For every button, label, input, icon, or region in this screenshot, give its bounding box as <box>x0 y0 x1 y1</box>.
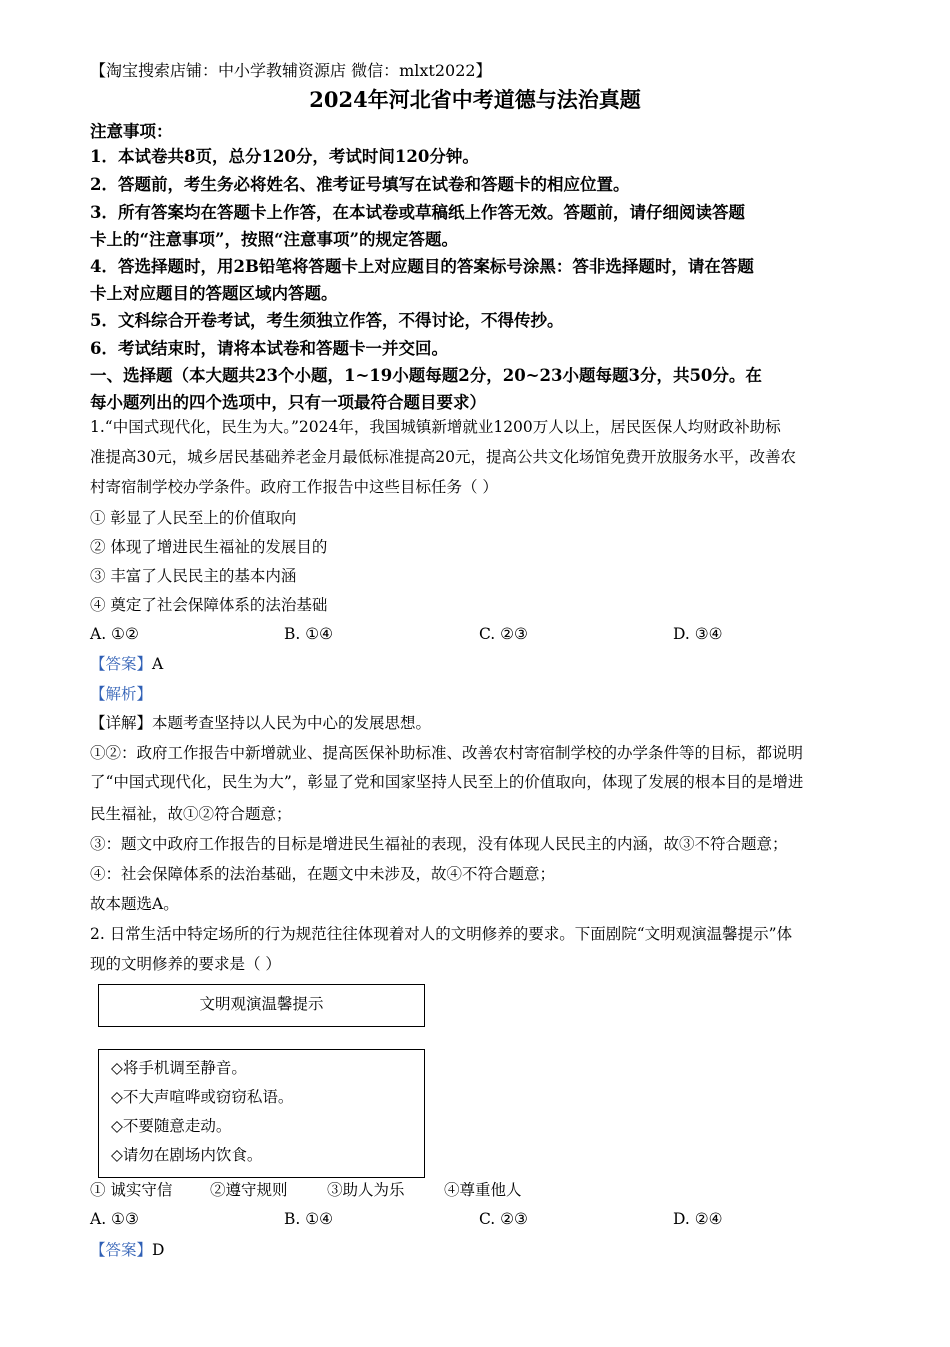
q1-statement: ② 体现了增进民生福祉的发展目的 <box>90 538 328 556</box>
notice-item: ◇请勿在剧场内饮食。 <box>111 1146 263 1164</box>
notice-line: 卡上对应题目的答题区域内答题。 <box>90 284 338 303</box>
detail-text: 本题考查坚持以人民为中心的发展思想。 <box>152 714 432 732</box>
notice-line: 6．考试结束时，请将本试卷和答题卡一并交回。 <box>90 339 448 358</box>
q2-statement: ④尊重他人 <box>444 1181 522 1199</box>
q1-explanation: 故本题选A。 <box>90 895 179 913</box>
q2-answer <box>90 1239 164 1261</box>
q2-stem: 现的文明修养的要求是（ ） <box>90 955 281 973</box>
notice-line: 2．答题前，考生务必将姓名、准考证号填写在试卷和答题卡的相应位置。 <box>90 175 630 194</box>
q1-explanation: 民生福祉，故①②符合题意； <box>90 805 292 823</box>
q1-answer <box>90 653 163 675</box>
answer-value: A <box>152 655 164 673</box>
q1-stem: 1.“中国式现代化，民生为大。”2024年，我国城镇新增就业1200万人以上，居民医保人均财政补助标 <box>90 418 781 436</box>
q1-statement: ③ 丰富了人民民主的基本内涵 <box>90 567 297 585</box>
q1-option-b: B. ①④ <box>284 625 334 643</box>
answer-label: 【答案】 <box>90 1241 153 1259</box>
notice-line: 卡上的“注意事项”，按照“注意事项”的规定答题。 <box>90 230 458 249</box>
section-heading: 每小题列出的四个选项中，只有一项最符合题目要求） <box>90 393 486 412</box>
notice-box-title: 文明观演温馨提示 <box>199 995 324 1013</box>
detail-label: 【详解】 <box>90 714 153 732</box>
q1-statement: ① 彰显了人民至上的价值取向 <box>90 509 297 527</box>
q1-option-d: D. ③④ <box>673 625 723 643</box>
q1-stem: 村寄宿制学校办学条件。政府工作报告中这些目标任务（ ） <box>90 478 498 496</box>
analysis-label: 【解析】 <box>90 685 153 703</box>
q2-statement: ① 诚实守信 <box>90 1181 173 1199</box>
q1-explanation: ④：社会保障体系的法治基础，在题文中未涉及，故④不符合题意； <box>90 865 556 883</box>
notice-items-box <box>98 1049 425 1178</box>
notice-item: ◇将手机调至静音。 <box>111 1059 247 1077</box>
notice-heading: 注意事项： <box>90 122 173 141</box>
notice-title-box <box>98 984 425 1027</box>
q1-statement: ④ 奠定了社会保障体系的法治基础 <box>90 596 328 614</box>
notice-line: 4．答选择题时，用2B铅笔将答题卡上对应题目的答案标号涂黑：答非选择题时，请在答题 <box>90 257 754 276</box>
page-title: 2024年河北省中考道德与法治真题 <box>309 87 641 112</box>
section-heading: 一、选择题（本大题共23个小题，1~19小题每题2分，20~23小题每题3分，共50分。在 <box>90 366 762 385</box>
shop-note: 【淘宝搜索店铺：中小学教辅资源店 微信：mlxt2022】 <box>90 61 492 80</box>
notice-line: 3．所有答案均在答题卡上作答，在本试卷或草稿纸上作答无效。答题前，请仔细阅读答题 <box>90 203 745 222</box>
q1-option-c: C. ②③ <box>479 625 528 643</box>
notice-item: ◇不要随意走动。 <box>111 1117 232 1135</box>
q1-stem: 准提高30元，城乡居民基础养老金月最低标准提高20元，提高公共文化场馆免费开放服务水平，改善农 <box>90 448 796 466</box>
q1-option-a: A. ①② <box>90 625 139 643</box>
notice-line: 5．文科综合开卷考试，考生须独立作答，不得讨论，不得传抄。 <box>90 311 564 330</box>
q2-statement: ②遵守规则 <box>210 1181 288 1199</box>
q2-option-a: A. ①③ <box>90 1210 139 1228</box>
q1-explanation: ①②：政府工作报告中新增就业、提高医保补助标准、改善农村寄宿制学校的办学条件等的目标，都说明 <box>90 744 804 762</box>
q2-stem: 2. 日常生活中特定场所的行为规范往往体现着对人的文明修养的要求。下面剧院“文明观演温馨提示”体 <box>90 925 793 943</box>
notice-item: ◇不大声喧哗或窃窃私语。 <box>111 1088 294 1106</box>
q1-explanation: ③：题文中政府工作报告的目标是增进民生福祉的表现，没有体现人民民主的内涵，故③不符合题意； <box>90 835 788 853</box>
q2-option-b: B. ①④ <box>284 1210 334 1228</box>
notice-line: 1．本试卷共8页，总分120分，考试时间120分钟。 <box>90 147 479 166</box>
q2-statement: ③助人为乐 <box>327 1181 405 1199</box>
answer-label: 【答案】 <box>90 655 153 673</box>
q1-explanation: 了“中国式现代化，民生为大”，彰显了党和国家坚持人民至上的价值取向，体现了发展的根本目的是增进 <box>90 773 804 791</box>
answer-value: D <box>152 1241 165 1259</box>
q2-option-d: D. ②④ <box>673 1210 723 1228</box>
q1-detail <box>90 712 431 734</box>
q2-option-c: C. ②③ <box>479 1210 528 1228</box>
